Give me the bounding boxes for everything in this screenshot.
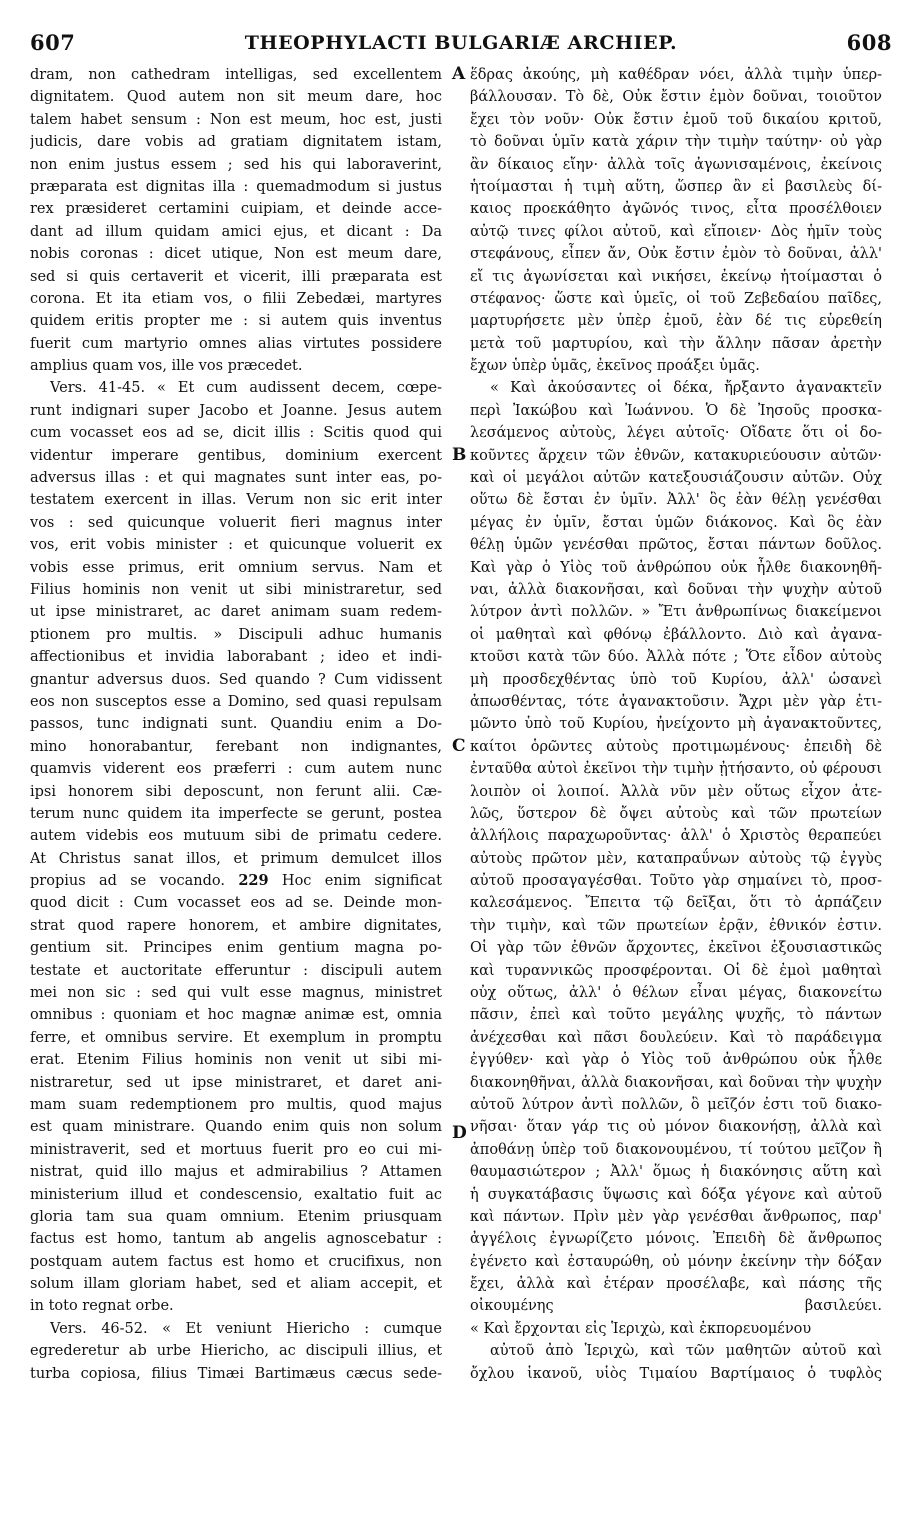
greek-line: αὐτοῦ προσαγαγέσθαι. Τοῦτο γὰρ σημαίνει τὸ, προσ- (470, 873, 882, 890)
greek-line: οἱ μαθηταὶ καὶ φθόνῳ ἐβάλλοντο. Διὸ καὶ ἀγανα- (470, 626, 882, 643)
page-number-right: 608 (846, 30, 892, 55)
greek-line: καλεσάμενος. Ἔπειτα τῷ δεῖξαι, ὅτι τὸ ἁρπάζειν (470, 895, 882, 912)
latin-line: mei non sic : sed qui vult esse magnus, ministret (30, 985, 442, 1002)
inline-page-marker: 229 (238, 872, 269, 890)
latin-line: dant ad illum quidam amici ejus, et dicant : Da (30, 223, 442, 240)
latin-line: videntur imperare gentibus, dominium exercent (30, 447, 442, 464)
greek-line: ἂν δίκαιος εἴην· ἀλλὰ τοῖς ἀγωνισαμένοις, ἐκείνοις (470, 156, 882, 173)
greek-line: ἐγγύθεν· καὶ γὰρ ὁ Υἱὸς τοῦ ἀνθρώπου οὐκ ἦλθε (470, 1052, 882, 1069)
latin-line: turba copiosa, filius Timæi Bartimæus cæcus sede- (30, 1365, 442, 1382)
latin-line: præparata est dignitas illa : quemadmodum si justus (30, 178, 442, 195)
greek-line: μῶντο ὑπὸ τοῦ Κυρίου, ἠνείχοντο μὴ ἀγανακτοῦντες, (470, 716, 882, 733)
greek-line: νῆσαι· ὅταν γάρ τις οὐ μόνον διακονήσῃ, ἀλλὰ καὶ (470, 1119, 882, 1136)
greek-line: λύτρον ἀντὶ πολλῶν. » Ἔτι ἀνθρωπίνως διακείμενοι (470, 604, 882, 621)
latin-line: egrederetur ab urbe Hiericho, ac discipuli illius, et (30, 1343, 442, 1360)
latin-line: omnibus : quoniam et hoc magnæ animæ est, omnia (30, 1007, 442, 1024)
greek-column (470, 64, 882, 1385)
greek-line: στέφανος· ὥστε καὶ ὑμεῖς, οἱ τοῦ Ζεβεδαίου παῖδες, (470, 290, 882, 307)
greek-line: στεφάνους, εἶπεν ἄν, Οὐκ ἔστιν ἐμὸν τὸ δοῦναι, ἀλλ' (470, 246, 882, 263)
greek-line: αὐτῷ τινες φίλοι αὐτοῦ, καὶ εἴποιεν· Δὸς ἡμῖν τοὺς (470, 223, 882, 240)
greek-line: αὐτοὺς πρῶτον μὲν, καταπραΰνων αὐτοὺς τῷ ἐγγὺς (470, 850, 882, 867)
latin-line: ministraverit, sed et mortuus fuerit pro eo cui mi- (30, 1141, 442, 1158)
greek-line: μὴ προσδεχθέντας ὑπὸ τοῦ Κυρίου, ἀλλ' ὡσανεὶ (470, 671, 882, 688)
greek-line: τὸ δοῦναι ὑμῖν κατὰ χάριν τὴν τιμὴν ταύτην· οὐ γὰρ (470, 134, 882, 151)
latin-line: runt indignari super Jacobo et Joanne. Jesus autem (30, 402, 442, 419)
greek-line: κοῦντες ἄρχειν τῶν ἐθνῶν, κατακυριεύουσιν αὐτῶν· (470, 447, 882, 464)
latin-line: At Christus sanat illos, et primum demulcet illos (30, 850, 442, 867)
latin-line: talem habet sensum : Non est meum, hoc est, justi (30, 111, 442, 128)
latin-line: nobis coronas : dicet utique, Non est meum dare, (30, 246, 442, 263)
margin-letter-b: B (452, 445, 467, 465)
latin-line: corona. Et ita etiam vos, o filii Zebedæi, martyres (30, 290, 442, 307)
greek-line: εἴ τις ἀγωνίσεται καὶ νικήσει, ἐκείνῳ ἡτοίμασται ὁ (470, 268, 882, 285)
latin-line: gnantur adversus duos. Sed quando ? Cum vidissent (30, 671, 442, 688)
latin-line: ptionem pro multis. » Discipuli adhuc humanis (30, 626, 442, 643)
latin-line: nistraretur, sed ut ipse ministraret, et daret ani- (30, 1074, 442, 1091)
greek-line: οὕτω δὲ ἔσται ἐν ὑμῖν. Ἀλλ' ὃς ἐὰν θέλῃ γενέσθαι (470, 492, 882, 509)
latin-line: strat quod rapere honorem, et ambire dignitates, (30, 917, 442, 934)
greek-line: καιος προεκάθητο ἀγῶνός τινος, εἶτα προσέλθοιεν (470, 201, 882, 218)
greek-line: βάλλουσαν. Τὸ δὲ, Οὐκ ἔστιν ἐμὸν δοῦναι, τοιοῦτον (470, 89, 882, 106)
latin-line: vobis esse primus, erit omnium servus. Nam et (30, 559, 442, 576)
latin-line: judicis, dare vobis ad gratiam dignitatem istam, (30, 134, 442, 151)
latin-line: adversus illas : et qui magnates sunt inter eas, po- (30, 470, 442, 487)
greek-line: ἕδρας ἀκούης, μὴ καθέδραν νόει, ἀλλὰ τιμὴν ὑπερ- (470, 67, 882, 83)
greek-line: ἀνέχεσθαι καὶ πᾶσι δουλεύειν. Καὶ τὸ παράδειγμα (470, 1029, 882, 1046)
greek-line: οὐχ οὕτως, ἀλλ' ὁ θέλων εἶναι μέγας, διακονείτω (470, 985, 882, 1002)
latin-line: Vers. 41-45. « Et cum audissent decem, cœpe- (50, 380, 442, 397)
latin-line: non enim justus essem ; sed his qui laboraverint, (30, 156, 442, 173)
greek-line: ἡ συγκατάβασις ὕψωσις καὶ δόξα γέγονε καὶ αὐτοῦ (470, 1186, 882, 1203)
greek-line: λεσάμενος αὐτοὺς, λέγει αὐτοῖς· Οἴδατε ὅτι οἱ δο- (470, 425, 882, 442)
greek-line: θέλῃ ὑμῶν γενέσθαι πρῶτος, ἔσται πάντων δοῦλος. (470, 537, 882, 554)
margin-letter-c: C (452, 736, 466, 756)
greek-line: ἀπωσθέντας, τότε ἀγανακτοῦσιν. Ἄχρι μὲν γὰρ ἐτι- (470, 693, 882, 710)
greek-line: πᾶσιν, ἐπεὶ καὶ τοῦτο μεγάλης ψυχῆς, τὸ πάντων (470, 1007, 882, 1024)
latin-line: factus est homo, tantum ab angelis agnoscebatur : (30, 1231, 442, 1248)
latin-line-text: Hoc enim significat (268, 873, 442, 890)
latin-line: autem videbis eos mutuum sibi de primatu cedere. (30, 828, 442, 845)
latin-line: ut ipse ministraret, ac daret animam suam redem- (30, 604, 442, 621)
latin-line: postquam autem factus est homo et crucifixus, non (30, 1253, 442, 1270)
latin-line: quamvis viderent eos præferri : cum autem nunc (30, 761, 442, 778)
latin-line: ipsi honorem sibi deposcunt, non ferunt alii. Cæ- (30, 783, 442, 800)
latin-line: testatem exercent in illas. Verum non sic erit inter (30, 492, 442, 509)
latin-line: terum nunc quidem ita imperfecte se gerunt, postea (30, 805, 442, 822)
running-title: THEOPHYLACTI BULGARIÆ ARCHIEP. (244, 32, 678, 54)
greek-line: τὴν τιμὴν, καὶ τῶν πρωτείων ἐρᾷν, ἐθνικόν ἐστιν. (470, 917, 882, 934)
greek-line: ἀγγέλοις ἐγνωρίζετο μόνοις. Ἐπειδὴ δὲ ἄνθρωπος (470, 1231, 882, 1248)
greek-line: μαρτυρήσετε μὲν ὑπὲρ ἐμοῦ, ἐὰν δέ τις εὑρεθείη (470, 313, 882, 330)
greek-line: καὶ οἱ μεγάλοι αὐτῶν κατεξουσιάζουσιν αὐτῶν. Οὐχ (470, 470, 882, 487)
greek-line: Οἱ γὰρ τῶν ἐθνῶν ἄρχοντες, ἐκεῖνοι ἐξουσιαστικῶς (470, 940, 882, 957)
latin-line: Filius hominis non venit ut sibi ministraretur, sed (30, 581, 442, 598)
greek-line: ἐγένετο καὶ ἐσταυρώθη, οὐ μόνην ἐκείνην τὴν δόξαν (470, 1253, 882, 1270)
latin-line: dignitatem. Quod autem non sit meum dare, hoc (30, 89, 442, 106)
greek-line: ἔχων ὑπὲρ ὑμᾶς, ἐκεῖνος προάξει ὑμᾶς. (470, 358, 760, 375)
latin-line (30, 870, 442, 892)
running-header (30, 30, 892, 60)
latin-line: est quam ministrare. Quando enim quis non solum (30, 1119, 442, 1136)
greek-line: ὄχλου ἱκανοῦ, υἱὸς Τιμαίου Βαρτίμαιος ὁ τυφλὸς (470, 1365, 882, 1382)
greek-line: ναι, ἀλλὰ διακονῆσαι, καὶ δοῦναι τὴν ψυχὴν αὐτοῦ (470, 581, 882, 598)
greek-line: ἔχει τὸν νοῦν· Οὐκ ἔστιν ἐμοῦ τοῦ δικαίου κριτοῦ, (470, 111, 882, 128)
page-number-left: 607 (30, 30, 76, 55)
latin-line: solum illam gloriam habet, sed et aliam accepit, et (30, 1276, 442, 1293)
latin-line: sed si quis certaverit et vicerit, illi præparata est (30, 268, 442, 285)
latin-line: mam suam redemptionem pro multis, quod majus (30, 1096, 442, 1113)
latin-line: ministerium illud et condescensio, exaltatio fuit ac (30, 1186, 442, 1203)
latin-line: erat. Etenim Filius hominis non venit ut sibi mi- (30, 1052, 442, 1069)
greek-line: αὐτοῦ ἀπὸ Ἱεριχὼ, καὶ τῶν μαθητῶν αὐτοῦ καὶ (490, 1343, 882, 1360)
latin-line: nistrat, quid illo majus et admirabilius ? Attamen (30, 1164, 442, 1181)
latin-line: vos, erit vobis minister : et quicunque voluerit ex (30, 537, 442, 554)
latin-line: quidem eritis propter me : si autem quis inventus (30, 313, 442, 330)
latin-line: passos, tunc indignati sunt. Quandiu enim a Do- (30, 716, 442, 733)
latin-line: dram, non cathedram intelligas, sed excellentem (30, 67, 442, 83)
latin-line: gloria tam sua quam omnium. Etenim priusquam (30, 1208, 442, 1225)
greek-line: περὶ Ἰακώβου καὶ Ἰωάννου. Ὁ δὲ Ἰησοῦς προσκα- (470, 402, 882, 419)
greek-line: Καὶ γὰρ ὁ Υἱὸς τοῦ ἀνθρώπου οὐκ ἦλθε διακονηθῆ- (470, 559, 882, 576)
greek-line: οἰκουμένης βασιλεύει. (470, 1298, 882, 1315)
latin-line-text: propius ad se vocando. (30, 873, 239, 890)
latin-line: quod dicit : Cum vocasset eos ad se. Deinde mon- (30, 895, 442, 912)
greek-line: λῶς, ὕστερον δὲ ὄψει αὐτοὺς καὶ τῶν πρωτείων (470, 805, 882, 822)
latin-line: amplius quam vos, ille vos præcedet. (30, 358, 303, 375)
greek-line: ἀλλήλοις παραχωροῦντας· ἀλλ' ὁ Χριστὸς θεραπεύει (470, 828, 882, 845)
latin-line: eos non susceptos esse a Domino, sed quasi repulsam (30, 693, 442, 710)
greek-line: ἐνταῦθα αὐτοὶ ἐκεῖνοι τὴν τιμὴν ᾐτήσαντο, οὐ φέρουσι (470, 761, 882, 778)
greek-line: ἡτοίμασται ἡ τιμὴ αὕτη, ὥσπερ ἂν εἰ βασιλεὺς δί- (470, 178, 882, 195)
greek-line: ἀποθάνῃ ὑπὲρ τοῦ διακονουμένου, τί τούτου μεῖζον ἢ (470, 1141, 882, 1158)
greek-line: « Καὶ ἀκούσαντες οἱ δέκα, ἤρξαντο ἀγανακτεῖν (490, 380, 882, 397)
latin-line: affectionibus et invidia laborabant ; ideo et indi- (30, 649, 442, 666)
greek-line: καίτοι ὁρῶντες αὐτοὺς προτιμωμένους· ἐπειδὴ δὲ (470, 738, 882, 755)
latin-line: Vers. 46-52. « Et veniunt Hiericho : cumque (50, 1320, 442, 1337)
latin-column (30, 64, 442, 1385)
latin-line: mino honorabantur, ferebant non indignantes, (30, 738, 442, 755)
greek-line: θαυμασιώτερον ; Ἀλλ' ὅμως ἡ διακόνησις αὕτη καὶ (470, 1164, 882, 1181)
margin-letter-d: D (452, 1123, 467, 1143)
greek-line: κτοῦσι κατὰ τῶν δύο. Ἀλλὰ πότε ; Ὅτε εἶδον αὐτοὺς (470, 649, 882, 666)
latin-line: gentium sit. Principes enim gentium magna po- (30, 940, 442, 957)
latin-line: ferre, et omnibus servire. Et exemplum in promptu (30, 1029, 442, 1046)
greek-line: μέγας ἐν ὑμῖν, ἔσται ὑμῶν διάκονος. Καὶ ὃς ἐὰν (470, 514, 882, 531)
latin-line: vos : sed quicunque voluerit fieri magnus inter (30, 514, 442, 531)
greek-line: διακονηθῆναι, ἀλλὰ διακονῆσαι, καὶ δοῦναι τὴν ψυχὴν (470, 1074, 882, 1091)
greek-line: « Καὶ ἔρχονται εἰς Ἱεριχὼ, καὶ ἐκπορευομένου (470, 1320, 812, 1337)
greek-line: μετὰ τοῦ μαρτυρίου, καὶ τὴν ἄλλην πᾶσαν ἀρετὴν (470, 335, 882, 352)
greek-line: λοιπὸν οἱ λοιποί. Ἀλλὰ νῦν μὲν οὕτως εἶχον ἀτε- (470, 783, 882, 800)
latin-line: cum vocasset eos ad se, dicit illis : Scitis quod qui (30, 425, 442, 442)
latin-line: fuerit cum martyrio omnes alias virtutes possidere (30, 335, 442, 352)
latin-line: testate et auctoritate efferuntur : discipuli autem (30, 962, 442, 979)
greek-line: ἔχει, ἀλλὰ καὶ ἑτέραν προσέλαβε, καὶ πάσης τῆς (470, 1276, 882, 1293)
greek-line: καὶ πάντων. Πρὶν μὲν γὰρ γενέσθαι ἄνθρωπος, παρ' (470, 1208, 882, 1225)
greek-line: αὐτοῦ λύτρον ἀντὶ πολλῶν, ὃ μεῖζόν ἐστι τοῦ διακο- (470, 1096, 882, 1113)
latin-line: rex præsideret certamini cuipiam, et deinde acce- (30, 201, 442, 218)
margin-letter-a: A (452, 64, 466, 84)
greek-line: καὶ τυραννικῶς προσφέρονται. Οἱ δὲ ἐμοὶ μαθηταὶ (470, 962, 882, 979)
latin-line: in toto regnat orbe. (30, 1298, 174, 1315)
